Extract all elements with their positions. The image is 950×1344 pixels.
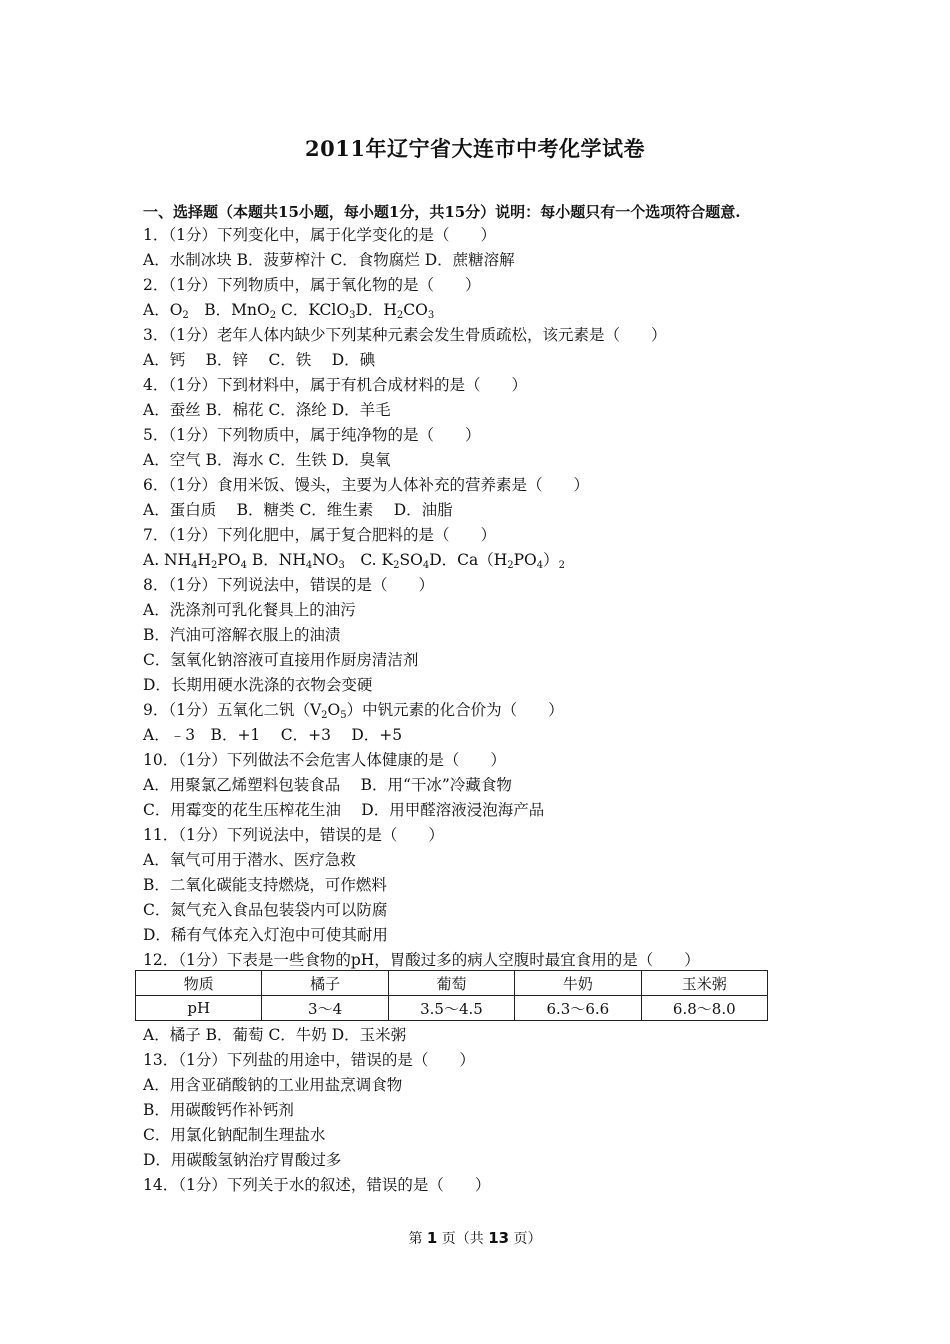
q8-option-b: B．汽油可溶解衣服上的油渍 [143,626,341,644]
q8-option-a: A．洗涤剂可乳化餐具上的油污 [143,601,356,619]
table-row [136,971,768,996]
ph-table [135,970,768,1021]
q8-option-d: D．长期用硬水洗涤的衣物会变硬 [143,676,373,694]
table-cell: 玉米粥 [641,971,767,996]
q11-option-d: D．稀有气体充入灯泡中可使其耐用 [143,926,388,944]
q11-stem: 11．（1分）下列说法中，错误的是（ ） [143,826,444,844]
table-row [136,996,768,1021]
questions-part-2 [143,1023,843,1198]
q4-stem: 4．（1分）下到材料中，属于有机合成材料的是（ ） [143,376,527,394]
q14-stem: 14．（1分）下列关于水的叙述，错误的是（ ） [143,1176,491,1194]
page-title: 2011年辽宁省大连市中考化学试卷 [305,136,645,161]
q13-option-a: A．用含亚硝酸钠的工业用盐烹调食物 [143,1076,403,1094]
q9-stem: 9．（1分）五氧化二钒$(V_2O_5)$中钒元素的化合价为（ ） [143,701,564,721]
q13-option-d: D．用碳酸氢钠治疗胃酸过多 [143,1151,342,1169]
q1-options: A．水制冰块 B．菠萝榨汁 C．食物腐烂 D．蔗糖溶解 [143,251,515,269]
q11-option-c: C．氮气充入食品包装袋内可以防腐 [143,901,388,919]
q10-options-cd: C．用霉变的花生压榨花生油 D．用甲醛溶液浸泡海产品 [143,801,545,819]
table-cell: pH [136,996,262,1021]
q11-option-b: B．二氧化碳能支持燃烧，可作燃料 [143,876,387,894]
page-number: 1 [426,1229,438,1247]
table-cell: 6.3～6.6 [515,996,641,1021]
q5-options: A．空气 B．海水 C．生铁 D．臭氧 [143,451,391,469]
q3-options: A．钙 B．锌 C．铁 D．碘 [143,351,376,369]
q10-stem: 10．（1分）下列做法不会危害人体健康的是（ ） [143,751,506,769]
q8-option-c: C．氢氧化钠溶液可直接用作厨房清洁剂 [143,651,419,669]
q10-options-ab: A．用聚氯乙烯塑料包装食品 B．用“干冰”冷藏食物 [143,776,512,794]
q1-stem: 1．（1分）下列变化中，属于化学变化的是（ ） [143,226,496,244]
table-cell: 牛奶 [515,971,641,996]
q4-options: A．蚕丝 B．棉花 C．涤纶 D．羊毛 [143,401,391,419]
q6-stem: 6．（1分）食用米饭、馒头，主要为人体补充的营养素是（ ） [143,476,589,494]
q2-stem: 2．（1分）下列物质中，属于氧化物的是（ ） [143,276,481,294]
table-cell: 6.8～8.0 [641,996,767,1021]
q5-stem: 5．（1分）下列物质中，属于纯净物的是（ ） [143,426,481,444]
table-cell: 葡萄 [388,971,514,996]
q12-stem: 12．（1分）下表是一些食物的pH，胃酸过多的病人空腹时最宜食用的是（ ） [143,951,700,969]
section-header: 一、选择题（本题共15小题，每小题1分，共15分）说明：每小题只有一个选项符合题意. [143,203,741,221]
q11-option-a: A．氧气可用于潜水、医疗急救 [143,851,356,869]
q6-options: A．蛋白质 B．糖类 C．维生素 D．油脂 [143,501,453,519]
q12-options: A．橘子 B．葡萄 C．牛奶 D．玉米粥 [143,1026,407,1044]
table-cell: 3～4 [262,996,388,1021]
page-total: 13 [488,1229,510,1247]
table-cell: 橘子 [262,971,388,996]
page-footer: 第 1 页（共 13 页） [408,1229,542,1247]
q3-stem: 3．（1分）老年人体内缺少下列某种元素会发生骨质疏松，该元素是（ ） [143,326,667,344]
table-cell: 3.5～4.5 [388,996,514,1021]
q9-options: A．﹣3 B．+1 C．+3 D．+5 [143,726,403,744]
q8-stem: 8．（1分）下列说法中，错误的是（ ） [143,576,434,594]
q13-option-b: B．用碳酸钙作补钙剂 [143,1101,294,1119]
questions-part-1 [143,223,843,973]
table-cell: 物质 [136,971,262,996]
q2-options: A．$O_2$ B．MnO$_2$ C．KClO$_3$D．$H_2CO_3$ [143,301,435,321]
q13-option-c: C．用氯化钠配制生理盐水 [143,1126,326,1144]
q7-stem: 7．（1分）下列化肥中，属于复合肥料的是（ ） [143,526,496,544]
q13-stem: 13．（1分）下列盐的用途中，错误的是（ ） [143,1051,475,1069]
q7-options: A. $NH_4H_2PO_4$ B．$NH_4NO_3$ C. $K_2SO_4D$．$Ca(H_2PO_4)_2$ [143,551,566,571]
